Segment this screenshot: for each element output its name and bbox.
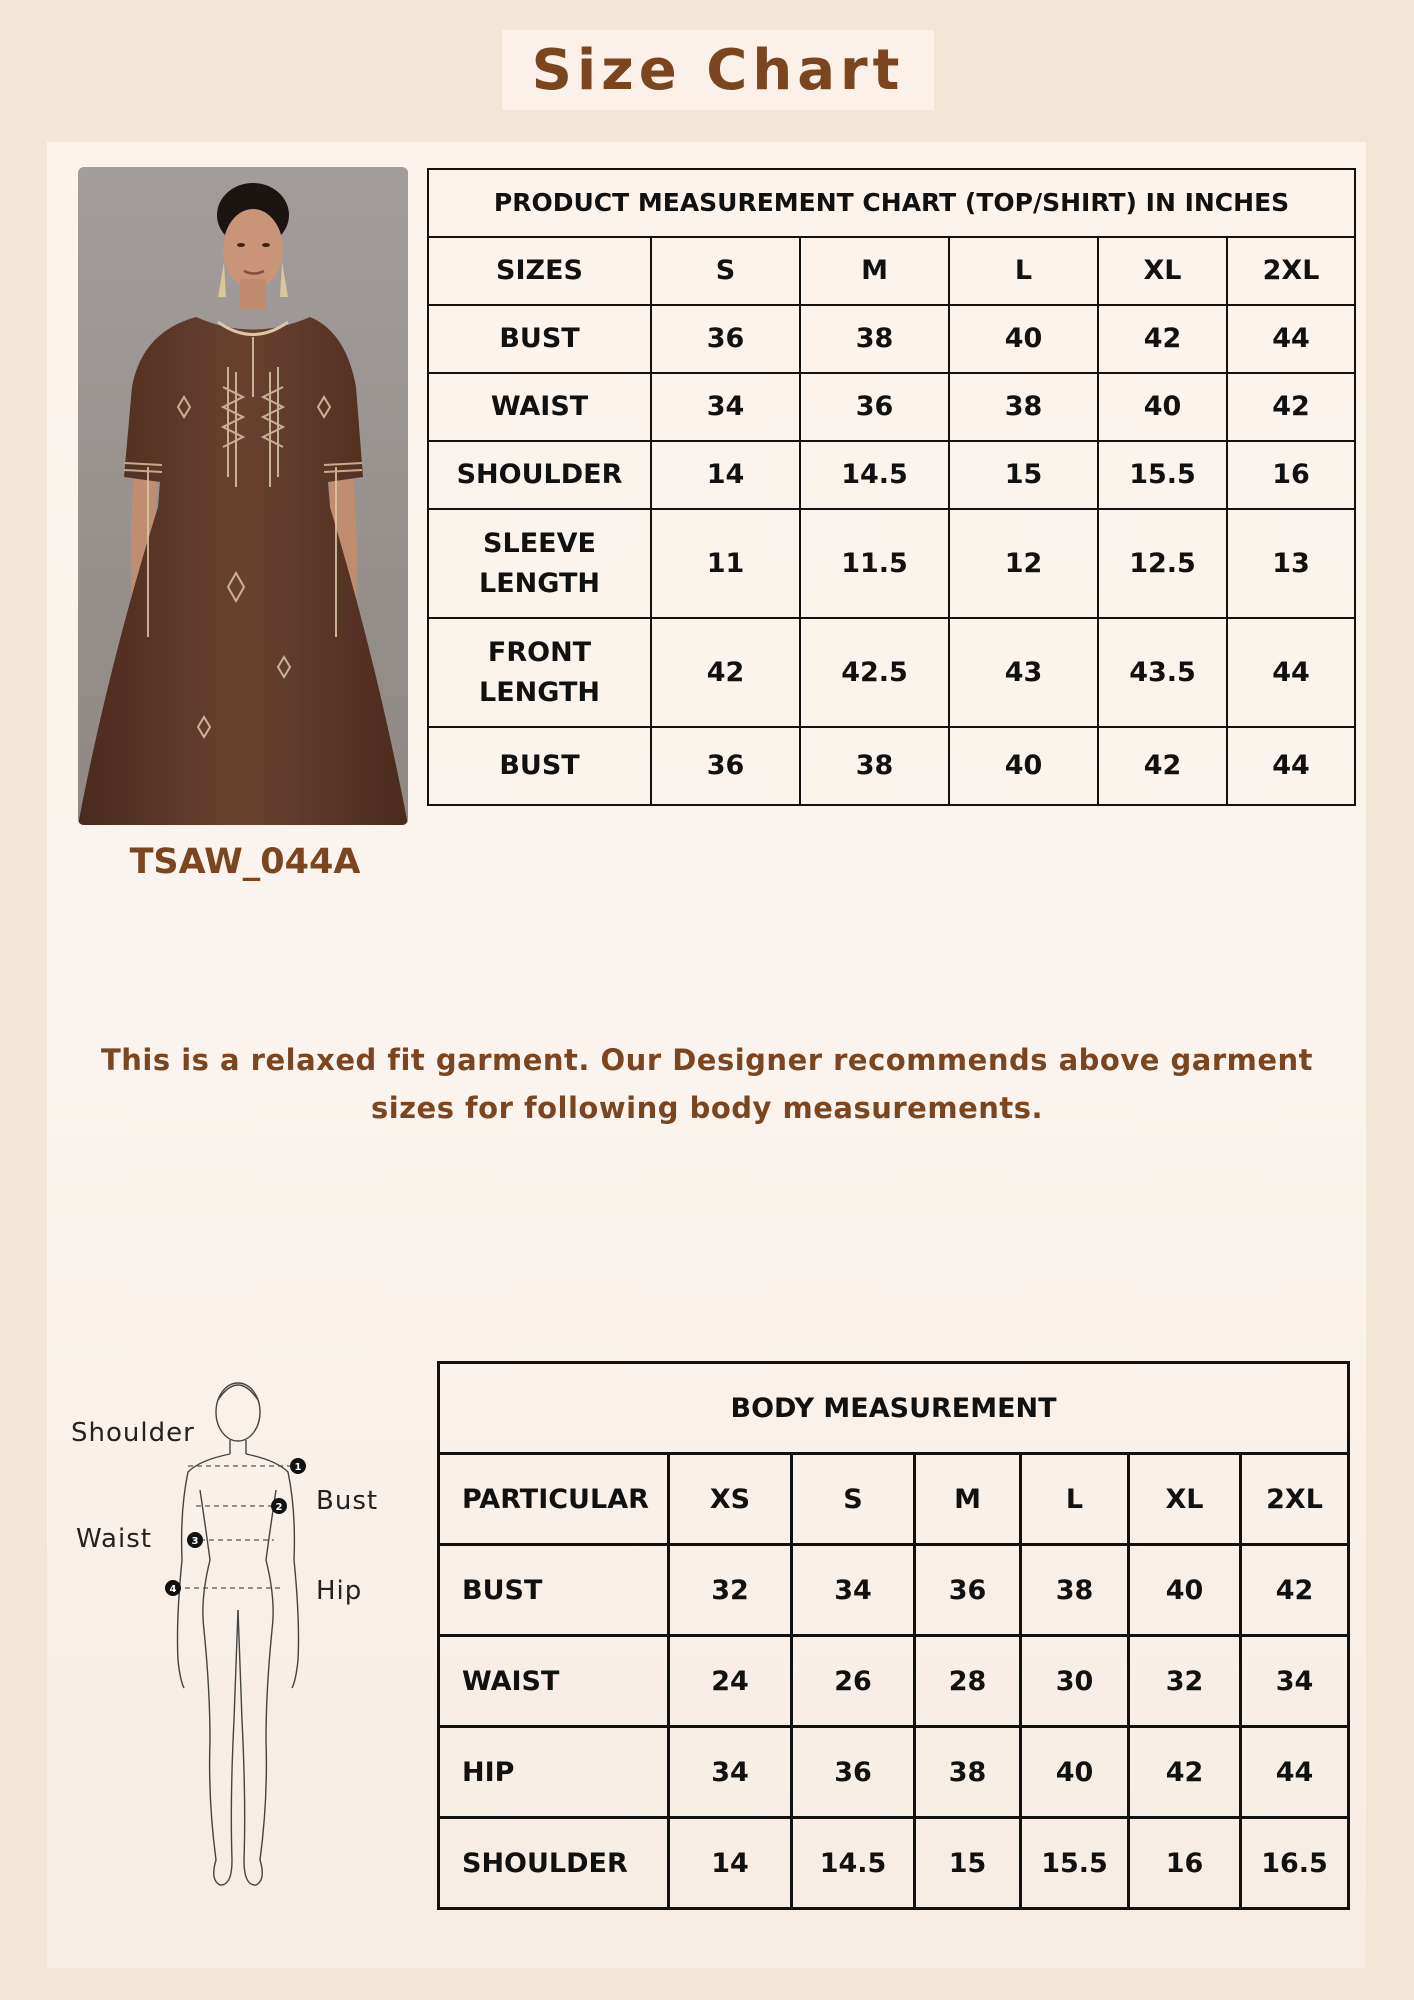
row-label: SHOULDER (428, 441, 651, 509)
table-cell: 14.5 (792, 1818, 915, 1909)
product-chart-caption: PRODUCT MEASUREMENT CHART (TOP/SHIRT) IN INCHES (428, 169, 1355, 237)
table-row (439, 1727, 1349, 1818)
model-wearing-kurta-image (78, 167, 408, 825)
table-cell: 14.5 (800, 441, 949, 509)
row-label: HIP (439, 1727, 669, 1818)
table-cell: 36 (915, 1545, 1021, 1636)
table-caption-row (439, 1363, 1349, 1454)
fit-note: This is a relaxed fit garment. Our Designer recommends above garment sizes for following body measurements. (100, 1043, 1314, 1125)
table-cell: 38 (1021, 1545, 1129, 1636)
header-cell: SIZES (428, 237, 651, 305)
row-label: BUST (428, 305, 651, 373)
table-cell: 26 (792, 1636, 915, 1727)
table-cell: 15 (949, 441, 1098, 509)
header-cell: S (651, 237, 800, 305)
marker-1: 1 (294, 1462, 302, 1473)
header-cell: L (949, 237, 1098, 305)
header-cell: S (792, 1454, 915, 1545)
table-caption-row (428, 169, 1355, 237)
row-label: BUST (428, 727, 651, 805)
table-cell: 12 (949, 509, 1098, 618)
table-row (439, 1545, 1349, 1636)
table-cell: 38 (915, 1727, 1021, 1818)
table-cell: 30 (1021, 1636, 1129, 1727)
table-cell: 15 (915, 1818, 1021, 1909)
table-cell: 40 (1098, 373, 1227, 441)
table-cell: 43.5 (1098, 618, 1227, 727)
table-row (428, 618, 1355, 727)
table-cell: 16.5 (1241, 1818, 1349, 1909)
table-cell: 40 (949, 305, 1098, 373)
body-chart-caption: BODY MEASUREMENT (439, 1363, 1349, 1454)
product-code: TSAW_044A (129, 842, 361, 882)
table-cell: 14 (669, 1818, 792, 1909)
header-cell: 2XL (1241, 1454, 1349, 1545)
table-cell: 42 (1227, 373, 1355, 441)
table-cell: 36 (800, 373, 949, 441)
table-cell: 16 (1129, 1818, 1241, 1909)
header-cell: XL (1129, 1454, 1241, 1545)
table-cell: 34 (669, 1727, 792, 1818)
table-cell: 14 (651, 441, 800, 509)
row-label: BUST (439, 1545, 669, 1636)
header-cell: XS (669, 1454, 792, 1545)
header-cell: XL (1098, 237, 1227, 305)
table-cell: 36 (651, 305, 800, 373)
waist-label: Waist (76, 1524, 152, 1554)
table-cell: 42 (1129, 1727, 1241, 1818)
table-row (428, 509, 1355, 618)
table-cell: 44 (1241, 1727, 1349, 1818)
header-cell: PARTICULAR (439, 1454, 669, 1545)
header-cell: 2XL (1227, 237, 1355, 305)
marker-2: 2 (275, 1502, 283, 1513)
header-cell: L (1021, 1454, 1129, 1545)
table-cell: 38 (800, 305, 949, 373)
hip-label: Hip (316, 1576, 363, 1606)
bust-label: Bust (316, 1486, 379, 1516)
table-cell: 28 (915, 1636, 1021, 1727)
table-cell: 40 (1021, 1727, 1129, 1818)
table-cell: 32 (669, 1545, 792, 1636)
marker-4: 4 (169, 1584, 177, 1595)
table-cell: 15.5 (1098, 441, 1227, 509)
table-row (439, 1818, 1349, 1909)
table-cell: 44 (1227, 727, 1355, 805)
row-label: WAIST (428, 373, 651, 441)
table-cell: 13 (1227, 509, 1355, 618)
row-label: WAIST (439, 1636, 669, 1727)
product-photo (78, 167, 408, 825)
row-label: FRONT LENGTH (428, 618, 651, 727)
table-row (439, 1636, 1349, 1727)
table-cell: 44 (1227, 618, 1355, 727)
table-cell: 42.5 (800, 618, 949, 727)
table-cell: 32 (1129, 1636, 1241, 1727)
row-label: SHOULDER (439, 1818, 669, 1909)
page-title: Size Chart (531, 37, 905, 103)
table-cell: 40 (1129, 1545, 1241, 1636)
table-cell: 38 (949, 373, 1098, 441)
body-measurement-figure (60, 1360, 420, 1920)
table-cell: 11.5 (800, 509, 949, 618)
table-cell: 15.5 (1021, 1818, 1129, 1909)
table-cell: 44 (1227, 305, 1355, 373)
header-cell: M (800, 237, 949, 305)
table-cell: 42 (1098, 727, 1227, 805)
table-cell: 38 (800, 727, 949, 805)
table-cell: 36 (651, 727, 800, 805)
table-cell: 40 (949, 727, 1098, 805)
table-cell: 42 (1241, 1545, 1349, 1636)
shoulder-label: Shoulder (71, 1418, 195, 1448)
product-measurement-table (427, 168, 1356, 806)
table-cell: 34 (651, 373, 800, 441)
table-cell: 16 (1227, 441, 1355, 509)
body-measurement-table (437, 1361, 1350, 1910)
row-label: SLEEVE LENGTH (428, 509, 651, 618)
table-header-row (439, 1454, 1349, 1545)
table-row (428, 305, 1355, 373)
table-cell: 36 (792, 1727, 915, 1818)
table-header-row (428, 237, 1355, 305)
table-cell: 43 (949, 618, 1098, 727)
table-row (428, 373, 1355, 441)
table-cell: 34 (1241, 1636, 1349, 1727)
title-banner (502, 30, 934, 110)
marker-3: 3 (191, 1536, 199, 1547)
table-cell: 42 (1098, 305, 1227, 373)
header-cell: M (915, 1454, 1021, 1545)
table-cell: 24 (669, 1636, 792, 1727)
table-cell: 12.5 (1098, 509, 1227, 618)
table-row (428, 727, 1355, 805)
table-cell: 34 (792, 1545, 915, 1636)
table-cell: 42 (651, 618, 800, 727)
table-row (428, 441, 1355, 509)
table-cell: 11 (651, 509, 800, 618)
